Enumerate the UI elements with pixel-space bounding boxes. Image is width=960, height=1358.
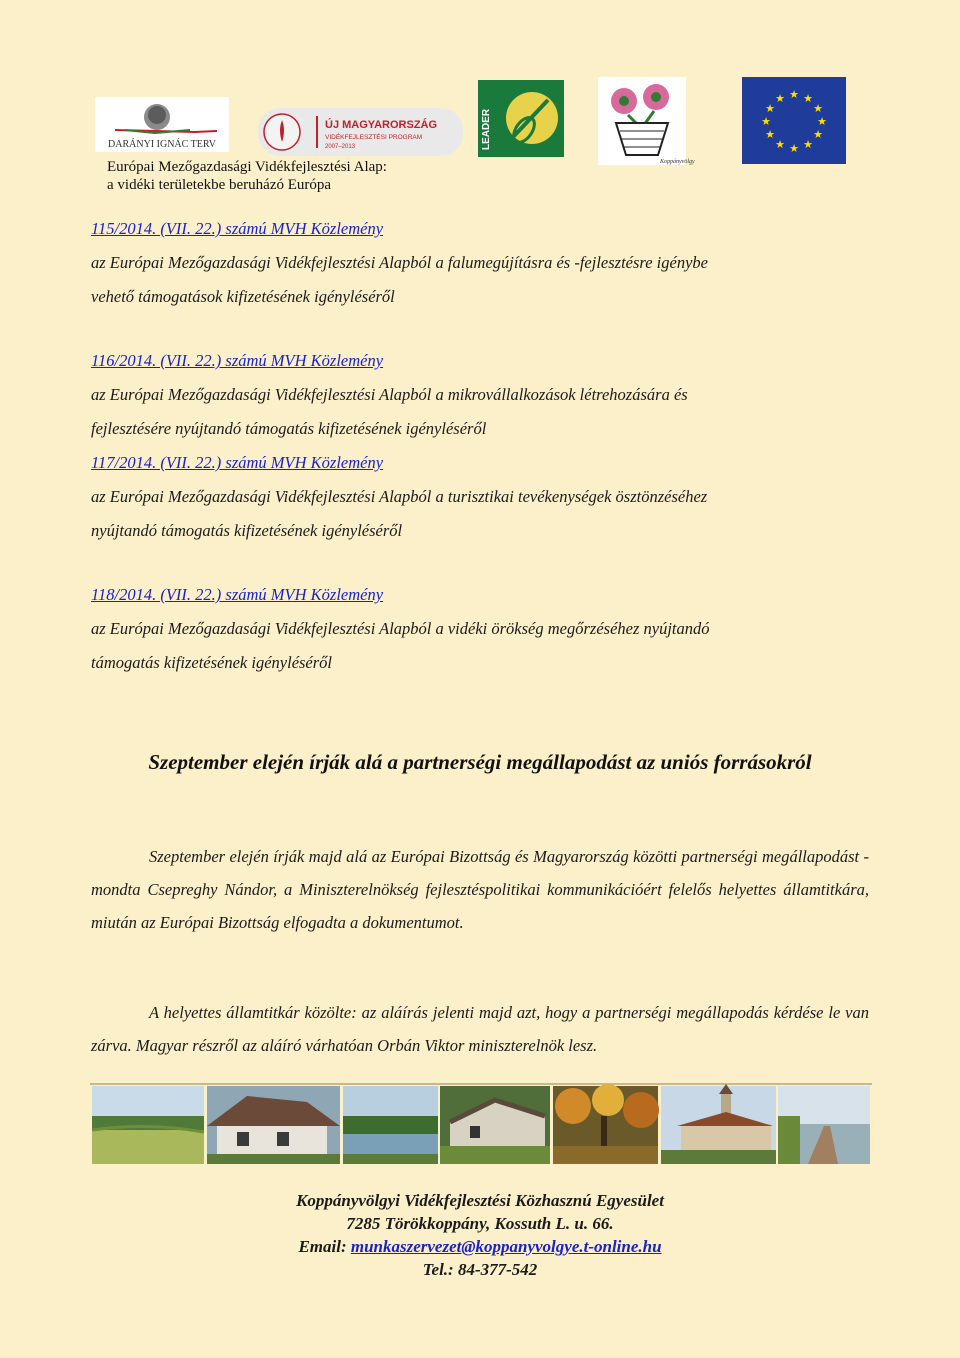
koppanyvolgy-logo — [598, 77, 695, 165]
svg-text:Koppányvölgy: Koppányvölgy — [660, 159, 695, 165]
footer-email-link[interactable]: munkaszervezet@koppanyvolgye.t-online.hu — [350, 1237, 662, 1256]
article-headline: Szeptember elején írják alá a partnerségi megállapodást az uniós forrásokról — [148, 750, 812, 774]
svg-text:★: ★ — [789, 88, 799, 101]
svg-text:DARÁNYI IGNÁC TERV: DARÁNYI IGNÁC TERV — [108, 139, 216, 150]
svg-text:★: ★ — [775, 92, 785, 105]
svg-text:VIDÉKFEJLESZTÉSI PROGRAM: VIDÉKFEJLESZTÉSI PROGRAM — [325, 134, 423, 141]
notice-title-link[interactable]: 117/2014. (VII. 22.) számú MVH Közlemény — [91, 453, 384, 472]
divider-line — [90, 1083, 872, 1085]
leader-logo — [478, 80, 564, 157]
uj-magyarorszag-logo — [258, 108, 463, 156]
svg-text:★: ★ — [765, 128, 775, 141]
eafrd-caption — [107, 158, 387, 194]
notice-title-link[interactable]: 115/2014. (VII. 22.) számú MVH Közlemény — [91, 219, 384, 238]
notice-line: az Európai Mezőgazdasági Vidékfejlesztési Alapból a vidéki örökség megőrzéséhez nyújtandó — [91, 619, 710, 638]
notice-line: nyújtandó támogatás kifizetésének igényléséről — [91, 521, 403, 540]
svg-text:★: ★ — [817, 115, 827, 128]
svg-text:ÚJ MAGYARORSZÁG: ÚJ MAGYARORSZÁG — [325, 119, 438, 131]
notice-title-link[interactable]: 118/2014. (VII. 22.) számú MVH Közlemény — [91, 585, 384, 604]
eafrd-line-1: Európai Mezőgazdasági Vidékfejlesztési Alap: — [107, 159, 387, 175]
article-paragraph-1: Szeptember elején írják majd alá az Európai Bizottság és Magyarország közötti partnerségi megállapodást - mondta Csepreghy Nándor, a Miniszterelnökség fejlesztéspolitikai kommunikációért felelős helyettes államtitkára, miután az Európai Bizottság elfogadta a dokumentumot. — [91, 847, 869, 932]
notice-line: az Európai Mezőgazdasági Vidékfejlesztési Alapból a turisztikai tevékenységek ösztönzéséhez — [91, 487, 708, 506]
notice-line: vehető támogatások kifizetésének igényléséről — [91, 287, 395, 306]
notice-115 — [91, 212, 871, 314]
notice-line: az Európai Mezőgazdasági Vidékfejlesztési Alapból a falumegújításra és -fejlesztésre igénybe — [91, 253, 708, 272]
notice-line: fejlesztésére nyújtandó támogatás kifizetésének igényléséről — [91, 419, 487, 438]
notice-118 — [91, 578, 871, 680]
svg-text:★: ★ — [789, 142, 799, 155]
svg-text:★: ★ — [775, 138, 785, 151]
article-paragraph-2: A helyettes államtitkár közölte: az aláírás jelenti majd azt, hogy a partnerségi megállapodás kérdése le van zárva. Magyar részről az aláíró várhatóan Orbán Viktor miniszterelnök lesz. — [91, 1003, 869, 1055]
daranyi-ignac-terv-logo — [95, 97, 229, 152]
notice-title-link[interactable]: 116/2014. (VII. 22.) számú MVH Közlemény — [91, 351, 384, 370]
footer-org-name: Koppányvölgyi Vidékfejlesztési Közhasznú Egyesület — [296, 1191, 664, 1210]
landscape-photo-fields — [92, 1086, 204, 1164]
eafrd-line-2: a vidéki területekbe beruházó Európa — [107, 177, 332, 193]
svg-text:★: ★ — [813, 128, 823, 141]
eu-flag-logo — [742, 77, 846, 164]
svg-text:LEADER: LEADER — [481, 108, 492, 150]
landscape-photo-pier — [778, 1086, 870, 1164]
svg-text:★: ★ — [803, 138, 813, 151]
landscape-photo-house — [207, 1086, 340, 1164]
notice-line: az Európai Mezőgazdasági Vidékfejlesztési Alapból a mikrovállalkozások létrehozására és — [91, 385, 688, 404]
notice-line: támogatás kifizetésének igényléséről — [91, 653, 333, 672]
footer-email-label: Email: — [298, 1237, 351, 1256]
footer-address: 7285 Törökkoppány, Kossuth L. u. 66. — [346, 1214, 614, 1233]
landscape-photo-cottage — [440, 1086, 550, 1164]
notice-116 — [91, 344, 871, 446]
footer-phone: Tel.: 84-377-542 — [422, 1260, 538, 1279]
footer-email-line — [0, 1235, 960, 1258]
svg-text:★: ★ — [761, 115, 771, 128]
svg-text:2007–2013: 2007–2013 — [325, 144, 356, 150]
notice-117 — [91, 446, 871, 548]
landscape-photo-autumn-forest — [553, 1086, 658, 1164]
svg-text:★: ★ — [803, 92, 813, 105]
svg-text:★: ★ — [765, 102, 775, 115]
landscape-photo-church — [661, 1086, 776, 1164]
svg-text:★: ★ — [813, 102, 823, 115]
landscape-photo-lake — [343, 1086, 438, 1164]
